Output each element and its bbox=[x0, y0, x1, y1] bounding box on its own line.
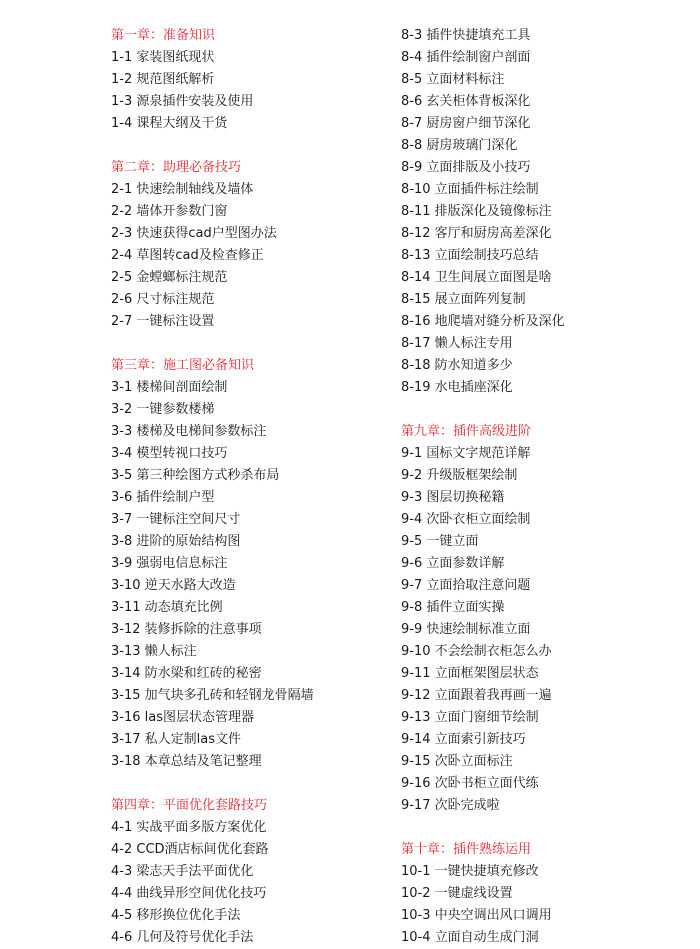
lesson-item bbox=[401, 927, 691, 949]
lesson-number: 2-7 bbox=[111, 314, 133, 329]
lesson-item bbox=[111, 817, 391, 839]
lesson-number: 9-2 bbox=[401, 468, 423, 483]
lesson-item bbox=[111, 663, 391, 685]
lesson-number: 3-15 bbox=[111, 688, 141, 703]
lesson-title: 楼梯及电梯间参数标注 bbox=[136, 424, 267, 439]
lesson-title: CCD酒店标间优化套路 bbox=[136, 842, 269, 857]
lesson-number: 3-11 bbox=[111, 600, 141, 615]
chapter-title: 第九章：插件高级进阶 bbox=[401, 424, 532, 439]
lesson-item bbox=[401, 883, 691, 905]
lesson-number: 8-16 bbox=[401, 314, 431, 329]
lesson-title: 规范图纸解析 bbox=[136, 72, 215, 87]
lesson-title: 排版深化及镜像标注 bbox=[434, 204, 552, 219]
lesson-item bbox=[111, 91, 391, 113]
lesson-item bbox=[401, 663, 691, 685]
lesson-title: 立面索引新技巧 bbox=[434, 732, 526, 747]
lesson-item bbox=[111, 927, 391, 949]
chapter-section bbox=[111, 157, 391, 333]
lesson-number: 1-3 bbox=[111, 94, 133, 109]
lesson-number: 9-4 bbox=[401, 512, 423, 527]
lesson-title: 实战平面多版方案优化 bbox=[136, 820, 267, 835]
lesson-title: 插件快捷填充工具 bbox=[426, 28, 531, 43]
lesson-title: 厨房玻璃门深化 bbox=[426, 138, 518, 153]
lesson-title: 本章总结及笔记整理 bbox=[144, 754, 262, 769]
lesson-title: 不会绘制衣柜怎么办 bbox=[434, 644, 552, 659]
lesson-item bbox=[401, 641, 691, 663]
lesson-number: 8-15 bbox=[401, 292, 431, 307]
lesson-title: 梁志天手法平面优化 bbox=[136, 864, 254, 879]
lesson-title: 立面材料标注 bbox=[426, 72, 505, 87]
lesson-number: 3-5 bbox=[111, 468, 133, 483]
lesson-item bbox=[401, 487, 691, 509]
lesson-item bbox=[111, 443, 391, 465]
chapter-section bbox=[111, 355, 391, 773]
lesson-number: 4-3 bbox=[111, 864, 133, 879]
lesson-item bbox=[401, 69, 691, 91]
lesson-title: 逆天水路大改造 bbox=[144, 578, 236, 593]
lesson-title: 动态填充比例 bbox=[144, 600, 223, 615]
lesson-item bbox=[111, 861, 391, 883]
lesson-item bbox=[401, 355, 691, 377]
lesson-item bbox=[401, 135, 691, 157]
lesson-item bbox=[111, 289, 391, 311]
lesson-title: 一键参数楼梯 bbox=[136, 402, 215, 417]
lesson-number: 8-10 bbox=[401, 182, 431, 197]
chapter-title: 第三章：施工图必备知识 bbox=[111, 358, 255, 373]
lesson-number: 3-16 bbox=[111, 710, 141, 725]
lesson-number: 9-16 bbox=[401, 776, 431, 791]
lesson-title: 防水梁和红砖的秘密 bbox=[144, 666, 262, 681]
lesson-item bbox=[401, 465, 691, 487]
lesson-title: 次卧完成啦 bbox=[434, 798, 500, 813]
lesson-number: 9-13 bbox=[401, 710, 431, 725]
lesson-number: 8-17 bbox=[401, 336, 431, 351]
lesson-item bbox=[111, 245, 391, 267]
lesson-item bbox=[111, 421, 391, 443]
lesson-number: 8-14 bbox=[401, 270, 431, 285]
lesson-item bbox=[401, 25, 691, 47]
lesson-title: 曲线异形空间优化技巧 bbox=[136, 886, 267, 901]
left-column bbox=[111, 25, 391, 949]
lesson-number: 9-10 bbox=[401, 644, 431, 659]
lesson-item bbox=[401, 795, 691, 817]
lesson-title: 立面自动生成门洞 bbox=[434, 930, 539, 945]
lesson-number: 8-4 bbox=[401, 50, 423, 65]
lesson-title: 几何及符号优化手法 bbox=[136, 930, 254, 945]
lesson-item bbox=[111, 465, 391, 487]
lesson-title: 一键快捷填充修改 bbox=[434, 864, 539, 879]
lesson-item bbox=[111, 311, 391, 333]
lesson-item bbox=[401, 91, 691, 113]
lesson-title: 立面跟着我再画一遍 bbox=[434, 688, 552, 703]
lesson-title: 地爬墙对缝分析及深化 bbox=[434, 314, 565, 329]
lesson-number: 2-1 bbox=[111, 182, 133, 197]
lesson-number: 8-3 bbox=[401, 28, 423, 43]
lesson-title: 一键虚线设置 bbox=[434, 886, 513, 901]
lesson-title: 立面框架图层状态 bbox=[434, 666, 539, 681]
lesson-number: 3-6 bbox=[111, 490, 133, 505]
lesson-title: 快速获得cad户型图办法 bbox=[136, 226, 277, 241]
lesson-item bbox=[401, 729, 691, 751]
lesson-number: 3-13 bbox=[111, 644, 141, 659]
lesson-number: 9-15 bbox=[401, 754, 431, 769]
lesson-item bbox=[111, 553, 391, 575]
lesson-title: 立面排版及小技巧 bbox=[426, 160, 531, 175]
lesson-title: 装修拆除的注意事项 bbox=[144, 622, 262, 637]
lesson-number: 8-7 bbox=[401, 116, 423, 131]
lesson-item bbox=[111, 377, 391, 399]
lesson-number: 9-5 bbox=[401, 534, 423, 549]
lesson-item bbox=[111, 223, 391, 245]
lesson-item bbox=[401, 267, 691, 289]
lesson-title: 楼梯间剖面绘制 bbox=[136, 380, 228, 395]
lesson-number: 9-14 bbox=[401, 732, 431, 747]
lesson-number: 1-2 bbox=[111, 72, 133, 87]
lesson-number: 9-7 bbox=[401, 578, 423, 593]
lesson-number: 10-3 bbox=[401, 908, 431, 923]
chapter-section bbox=[111, 795, 391, 949]
lesson-number: 2-4 bbox=[111, 248, 133, 263]
lesson-title: 次卧书柜立面代练 bbox=[434, 776, 539, 791]
lesson-number: 3-18 bbox=[111, 754, 141, 769]
lesson-number: 2-6 bbox=[111, 292, 133, 307]
lesson-number: 4-1 bbox=[111, 820, 133, 835]
lesson-title: 课程大纲及干货 bbox=[136, 116, 228, 131]
lesson-title: 插件绘制户型 bbox=[136, 490, 215, 505]
lesson-title: 插件绘制窗户剖面 bbox=[426, 50, 531, 65]
lesson-number: 3-14 bbox=[111, 666, 141, 681]
lesson-title: 立面门窗细节绘制 bbox=[434, 710, 539, 725]
lesson-title: 国标文字规范详解 bbox=[426, 446, 531, 461]
lesson-title: 次卧衣柜立面绘制 bbox=[426, 512, 531, 527]
lesson-number: 8-5 bbox=[401, 72, 423, 87]
lesson-title: 展立面阵列复制 bbox=[434, 292, 526, 307]
lesson-item bbox=[401, 443, 691, 465]
lesson-item bbox=[111, 531, 391, 553]
lesson-item bbox=[111, 201, 391, 223]
lesson-item bbox=[401, 685, 691, 707]
lesson-item bbox=[401, 377, 691, 399]
lesson-item bbox=[111, 509, 391, 531]
lesson-number: 2-3 bbox=[111, 226, 133, 241]
lesson-item bbox=[111, 685, 391, 707]
chapter-title: 第十章：插件熟练运用 bbox=[401, 842, 532, 857]
lesson-number: 9-12 bbox=[401, 688, 431, 703]
right-column bbox=[401, 25, 691, 949]
lesson-title: 卫生间展立面图是啥 bbox=[434, 270, 552, 285]
lesson-title: 墙体开参数门窗 bbox=[136, 204, 228, 219]
lesson-number: 3-10 bbox=[111, 578, 141, 593]
lesson-title: 中央空调出风口调用 bbox=[434, 908, 552, 923]
lesson-item bbox=[401, 289, 691, 311]
lesson-title: 一键立面 bbox=[426, 534, 479, 549]
lesson-number: 8-13 bbox=[401, 248, 431, 263]
lesson-title: 立面绘制技巧总结 bbox=[434, 248, 539, 263]
lesson-title: 立面插件标注绘制 bbox=[434, 182, 539, 197]
lesson-number: 1-1 bbox=[111, 50, 133, 65]
lesson-number: 10-2 bbox=[401, 886, 431, 901]
lesson-item bbox=[401, 311, 691, 333]
lesson-title: 快速绘制标准立面 bbox=[426, 622, 531, 637]
lesson-number: 8-11 bbox=[401, 204, 431, 219]
chapter-title: 第四章：平面优化套路技巧 bbox=[111, 798, 268, 813]
lesson-title: 懒人标注专用 bbox=[434, 336, 513, 351]
lesson-number: 8-6 bbox=[401, 94, 423, 109]
lesson-title: 次卧立面标注 bbox=[434, 754, 513, 769]
lesson-number: 10-4 bbox=[401, 930, 431, 945]
lesson-title: 插件立面实操 bbox=[426, 600, 505, 615]
lesson-item bbox=[111, 707, 391, 729]
lesson-title: 一键标注设置 bbox=[136, 314, 215, 329]
lesson-item bbox=[111, 619, 391, 641]
lesson-item bbox=[111, 641, 391, 663]
lesson-item bbox=[111, 597, 391, 619]
lesson-item bbox=[401, 223, 691, 245]
lesson-number: 8-8 bbox=[401, 138, 423, 153]
lesson-item bbox=[401, 619, 691, 641]
chapter-title: 第二章：助理必备技巧 bbox=[111, 160, 242, 175]
chapter-section bbox=[401, 25, 691, 399]
lesson-title: 快速绘制轴线及墙体 bbox=[136, 182, 254, 197]
lesson-item bbox=[401, 597, 691, 619]
lesson-title: 私人定制las文件 bbox=[144, 732, 242, 747]
lesson-item bbox=[401, 707, 691, 729]
lesson-item bbox=[401, 245, 691, 267]
lesson-number: 3-1 bbox=[111, 380, 133, 395]
lesson-title: 厨房窗户细节深化 bbox=[426, 116, 531, 131]
lesson-number: 3-17 bbox=[111, 732, 141, 747]
lesson-title: 第三种绘图方式秒杀布局 bbox=[136, 468, 280, 483]
lesson-title: 强弱电信息标注 bbox=[136, 556, 228, 571]
lesson-item bbox=[111, 839, 391, 861]
lesson-item bbox=[401, 905, 691, 927]
lesson-number: 9-8 bbox=[401, 600, 423, 615]
lesson-number: 3-8 bbox=[111, 534, 133, 549]
lesson-item bbox=[401, 861, 691, 883]
lesson-number: 4-6 bbox=[111, 930, 133, 945]
lesson-title: 金螳螂标注规范 bbox=[136, 270, 228, 285]
lesson-item bbox=[401, 47, 691, 69]
lesson-item bbox=[111, 905, 391, 927]
lesson-number: 9-9 bbox=[401, 622, 423, 637]
lesson-title: 防水知道多少 bbox=[434, 358, 513, 373]
lesson-number: 9-6 bbox=[401, 556, 423, 571]
lesson-number: 9-1 bbox=[401, 446, 423, 461]
lesson-item bbox=[111, 575, 391, 597]
lesson-title: 源泉插件安装及使用 bbox=[136, 94, 254, 109]
lesson-item bbox=[401, 773, 691, 795]
lesson-item bbox=[401, 157, 691, 179]
lesson-item bbox=[401, 509, 691, 531]
lesson-item bbox=[401, 751, 691, 773]
lesson-title: 升级版框架绘制 bbox=[426, 468, 518, 483]
lesson-number: 3-12 bbox=[111, 622, 141, 637]
lesson-item bbox=[111, 47, 391, 69]
lesson-title: 立面拾取注意问题 bbox=[426, 578, 531, 593]
lesson-number: 8-9 bbox=[401, 160, 423, 175]
lesson-title: 进阶的原始结构图 bbox=[136, 534, 241, 549]
chapter-title: 第一章：准备知识 bbox=[111, 28, 216, 43]
lesson-number: 4-2 bbox=[111, 842, 133, 857]
chapter-section bbox=[111, 25, 391, 135]
lesson-title: 立面参数详解 bbox=[426, 556, 505, 571]
lesson-number: 9-11 bbox=[401, 666, 431, 681]
lesson-number: 8-18 bbox=[401, 358, 431, 373]
lesson-item bbox=[111, 751, 391, 773]
lesson-item bbox=[401, 531, 691, 553]
lesson-number: 2-2 bbox=[111, 204, 133, 219]
lesson-number: 3-7 bbox=[111, 512, 133, 527]
lesson-title: las图层状态管理器 bbox=[144, 710, 255, 725]
lesson-title: 水电插座深化 bbox=[434, 380, 513, 395]
lesson-number: 10-1 bbox=[401, 864, 431, 879]
lesson-item bbox=[111, 399, 391, 421]
lesson-item bbox=[111, 883, 391, 905]
lesson-number: 3-3 bbox=[111, 424, 133, 439]
lesson-item bbox=[401, 201, 691, 223]
lesson-number: 4-4 bbox=[111, 886, 133, 901]
lesson-title: 一键标注空间尺寸 bbox=[136, 512, 241, 527]
lesson-number: 9-17 bbox=[401, 798, 431, 813]
lesson-title: 尺寸标注规范 bbox=[136, 292, 215, 307]
lesson-item bbox=[111, 487, 391, 509]
chapter-section bbox=[401, 839, 691, 949]
lesson-title: 懒人标注 bbox=[144, 644, 197, 659]
lesson-item bbox=[401, 113, 691, 135]
lesson-item bbox=[401, 575, 691, 597]
lesson-title: 加气块多孔砖和轻钢龙骨隔墙 bbox=[144, 688, 314, 703]
lesson-title: 玄关柜体背板深化 bbox=[426, 94, 531, 109]
lesson-title: 模型转视口技巧 bbox=[136, 446, 228, 461]
lesson-title: 家装图纸现状 bbox=[136, 50, 215, 65]
lesson-number: 3-9 bbox=[111, 556, 133, 571]
lesson-title: 移形换位优化手法 bbox=[136, 908, 241, 923]
lesson-item bbox=[401, 179, 691, 201]
lesson-number: 9-3 bbox=[401, 490, 423, 505]
lesson-title: 图层切换秘籍 bbox=[426, 490, 505, 505]
lesson-number: 8-12 bbox=[401, 226, 431, 241]
lesson-item bbox=[111, 69, 391, 91]
lesson-item bbox=[111, 179, 391, 201]
lesson-item bbox=[111, 729, 391, 751]
lesson-number: 1-4 bbox=[111, 116, 133, 131]
lesson-number: 2-5 bbox=[111, 270, 133, 285]
lesson-number: 8-19 bbox=[401, 380, 431, 395]
lesson-item bbox=[401, 333, 691, 355]
chapter-section bbox=[401, 421, 691, 817]
lesson-item bbox=[111, 267, 391, 289]
lesson-item bbox=[401, 553, 691, 575]
lesson-number: 4-5 bbox=[111, 908, 133, 923]
lesson-number: 3-2 bbox=[111, 402, 133, 417]
lesson-title: 客厅和厨房高差深化 bbox=[434, 226, 552, 241]
lesson-title: 草图转cad及检查修正 bbox=[136, 248, 264, 263]
lesson-number: 3-4 bbox=[111, 446, 133, 461]
lesson-item bbox=[111, 113, 391, 135]
